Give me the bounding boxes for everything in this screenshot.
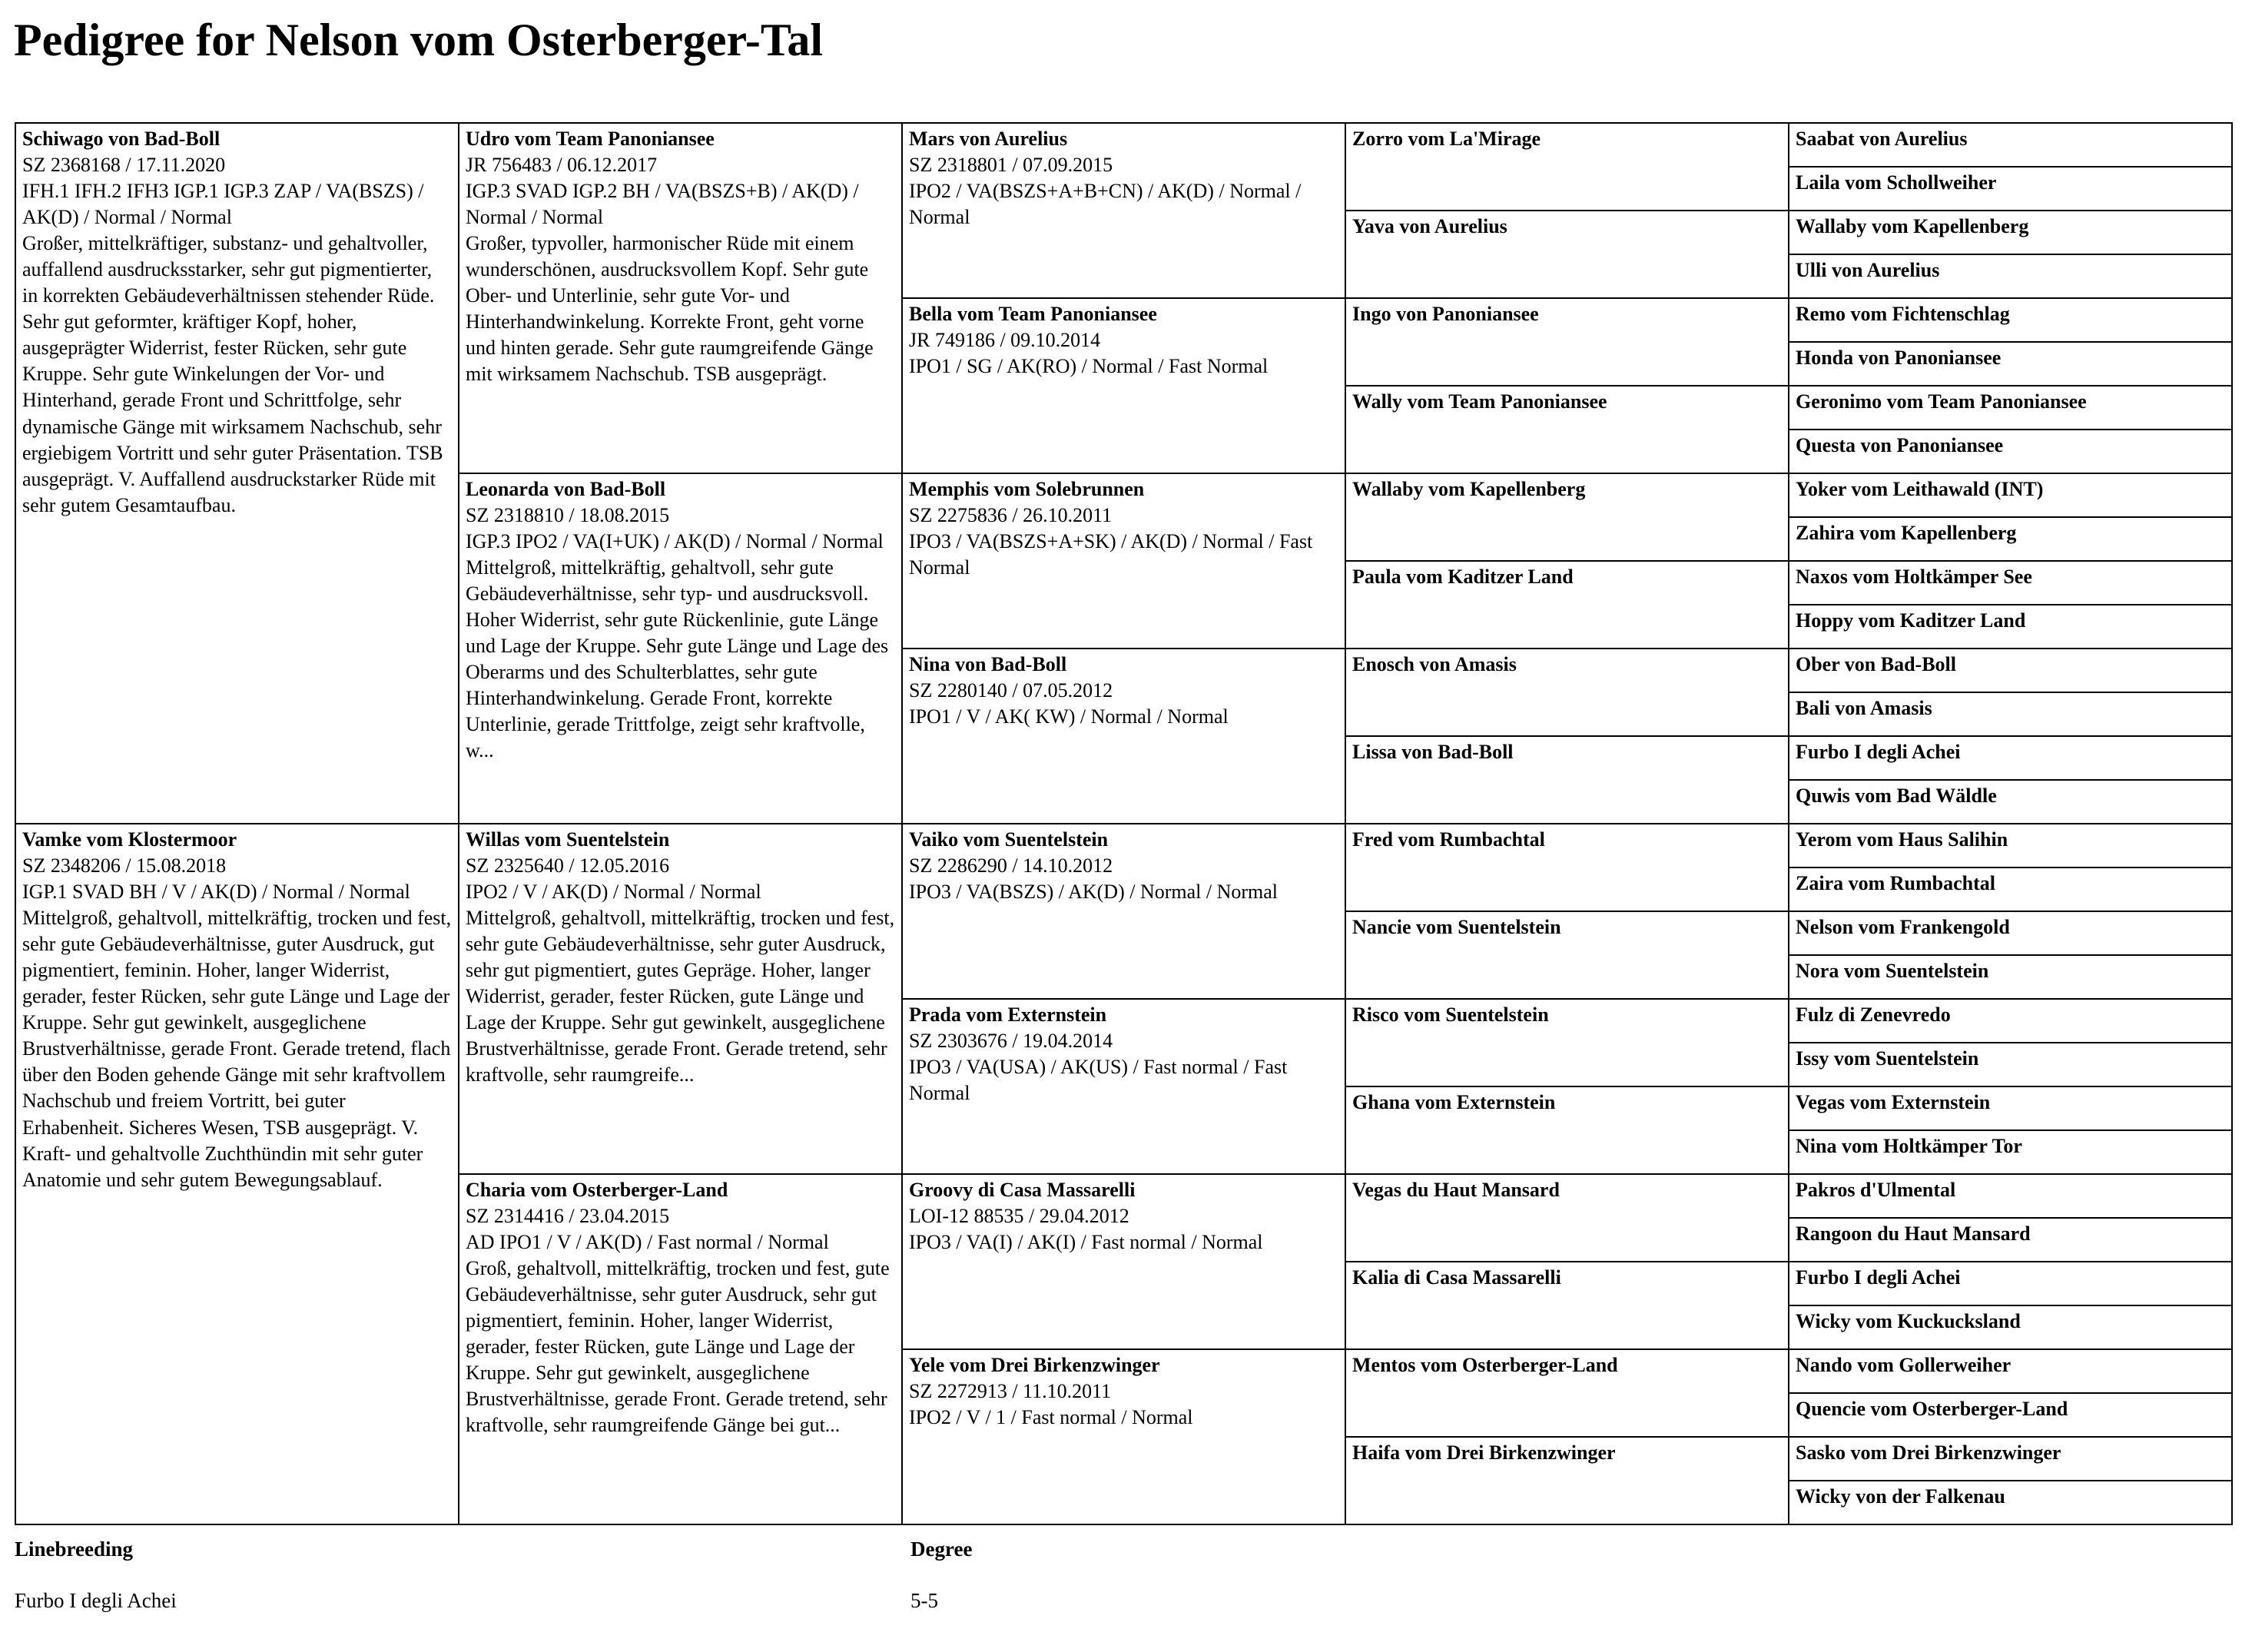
pedigree-table [15,122,2233,1525]
dog-description: Mittelgroß, gehaltvoll, mittelkräftig, trocken und fest, sehr gute Gebäudeverhältnisse, guter Ausdruck, gut pigmentiert, feminin. Hoher, langer Widerrist, gerader, fester Rücken, sehr gute Länge und Lage der Kruppe. Sehr gut gewinkelt, ausgeglichene Brustverhältnisse, gerade Front. Gerade tretend, flach über den Boden gehende Gänge mit sehr kraftvollem Nachschub und freiem Vortritt, bei guter Erhabenheit. Sicheres Wesen, TSB ausgeprägt. V. Kraft- und gehaltvolle Zuchthündin mit sehr guter Anatomie und sehr gutem Bewegungsablauf. [22,907,452,1191]
dog-description: Mittelgroß, gehaltvoll, mittelkräftig, trocken und fest, sehr gute Gebäudeverhältnisse, sehr guter Ausdruck, sehr gut pigmentiert, gutes Gepräge. Hoher, langer Widerrist, gerader, fester Rücken, gute Länge und Lage der Kruppe. Sehr gut gewinkelt, ausgeglichene Brustverhältnisse, gerade Front. Gerade tretend, sehr kraftvolle, sehr raumgreife... [466,907,895,1086]
dog-name: Udro vom Team Panoniansee [466,128,715,150]
dog-name: Willas vom Suentelstein [466,828,670,851]
cell-gen5-30: Quencie vom Osterberger-Land [1789,1393,2232,1437]
cell-gen5-20: Nora vom Suentelstein [1789,955,2232,999]
dog-registration: JR 749186 / 09.10.2014 [909,329,1101,352]
dog-name: Schiwago von Bad-Boll [22,128,221,150]
cell-gen4-9: Fred vom Rumbachtal [1345,824,1789,911]
cell-gen4-4: Wally vom Team Panoniansee [1345,386,1789,473]
linebreeding-entry [15,1589,2242,1613]
cell-gen5-31: Sasko vom Drei Birkenzwinger [1789,1437,2232,1481]
cell-gen3-6 [902,999,1345,1174]
cell-gen5-25: Pakros d'Ulmental [1789,1174,2232,1218]
dog-registration: JR 756483 / 06.12.2017 [466,154,658,177]
cell-dam-dam [459,1174,902,1524]
cell-gen5-22: Issy vom Suentelstein [1789,1043,2232,1086]
dog-titles: IPO2 / V / 1 / Fast normal / Normal [909,1406,1193,1429]
cell-gen5-23: Vegas vom Externstein [1789,1086,2232,1130]
dog-titles: AD IPO1 / V / AK(D) / Fast normal / Normal [466,1231,829,1254]
cell-gen5-2: Laila vom Schollweiher [1789,167,2232,211]
cell-gen5-17: Yerom vom Haus Salihin [1789,824,2232,867]
cell-gen3-5 [902,824,1345,999]
cell-gen4-2: Yava von Aurelius [1345,211,1789,298]
cell-gen4-8: Lissa von Bad-Boll [1345,736,1789,824]
cell-gen4-13: Vegas du Haut Mansard [1345,1174,1789,1262]
pedigree-row [15,824,2232,867]
dog-titles: IGP.1 SVAD BH / V / AK(D) / Normal / Normal [22,881,410,904]
cell-gen5-3: Wallaby vom Kapellenberg [1789,211,2232,254]
cell-gen5-18: Zaira vom Rumbachtal [1789,867,2232,911]
cell-gen3-8 [902,1349,1345,1524]
cell-gen4-10: Nancie vom Suentelstein [1345,911,1789,999]
dog-titles: IPO3 / VA(USA) / AK(US) / Fast normal / Fast Normal [909,1056,1288,1105]
cell-gen4-14: Kalia di Casa Massarelli [1345,1262,1789,1349]
cell-gen5-14: Bali von Amasis [1789,692,2232,736]
dog-name: Charia vom Osterberger-Land [466,1179,728,1201]
pedigree-row [15,123,2232,167]
dog-name: Nina von Bad-Boll [909,653,1067,675]
dog-titles: IPO3 / VA(BSZS+A+SK) / AK(D) / Normal / Fast Normal [909,530,1313,579]
cell-sire [15,123,459,824]
cell-gen5-24: Nina vom Holtkämper Tor [1789,1130,2232,1174]
dog-titles: IPO2 / VA(BSZS+A+B+CN) / AK(D) / Normal / Normal [909,180,1302,229]
cell-gen5-12: Hoppy vom Kaditzer Land [1789,605,2232,649]
linebreeding-dog-name: Furbo I degli Achei [15,1589,177,1612]
cell-gen5-13: Ober von Bad-Boll [1789,649,2232,692]
cell-gen4-16: Haifa vom Drei Birkenzwinger [1345,1437,1789,1524]
dog-name: Bella vom Team Panoniansee [909,303,1157,325]
dog-registration: SZ 2318810 / 18.08.2015 [466,504,670,527]
cell-dam-sire [459,824,902,1174]
dog-name: Memphis vom Solebrunnen [909,478,1145,500]
dog-registration: SZ 2275836 / 26.10.2011 [909,504,1113,527]
dog-titles: IPO1 / V / AK( KW) / Normal / Normal [909,705,1229,728]
dog-registration: SZ 2314416 / 23.04.2015 [466,1205,670,1228]
cell-gen4-6: Paula vom Kaditzer Land [1345,561,1789,649]
dog-registration: LOI-12 88535 / 29.04.2012 [909,1205,1129,1228]
cell-gen5-16: Quwis vom Bad Wäldle [1789,780,2232,824]
cell-dam [15,824,459,1524]
dog-titles: IFH.1 IFH.2 IFH3 IGP.1 IGP.3 ZAP / VA(BSZS) / AK(D) / Normal / Normal [22,180,424,229]
dog-registration: SZ 2348206 / 15.08.2018 [22,854,227,877]
dog-name: Vaiko vom Suentelstein [909,828,1109,851]
cell-gen4-7: Enosch von Amasis [1345,649,1789,736]
cell-gen5-32: Wicky von der Falkenau [1789,1481,2232,1524]
cell-gen4-11: Risco vom Suentelstein [1345,999,1789,1086]
cell-sire-dam [459,473,902,824]
cell-gen5-9: Yoker vom Leithawald (INT) [1789,473,2232,517]
cell-gen4-15: Mentos vom Osterberger-Land [1345,1349,1789,1437]
cell-gen5-19: Nelson vom Frankengold [1789,911,2232,955]
dog-titles: IPO3 / VA(I) / AK(I) / Fast normal / Normal [909,1231,1263,1254]
page-title: Pedigree for Nelson vom Osterberger-Tal [14,15,824,65]
dog-titles: IPO2 / V / AK(D) / Normal / Normal [466,881,761,904]
dog-name: Groovy di Casa Massarelli [909,1179,1136,1201]
dog-registration: SZ 2325640 / 12.05.2016 [466,854,670,877]
linebreeding-header-row [15,1538,2242,1561]
cell-gen4-3: Ingo von Panoniansee [1345,298,1789,386]
linebreeding-section [15,1538,2242,1613]
cell-gen5-29: Nando vom Gollerweiher [1789,1349,2232,1393]
dog-registration: SZ 2286290 / 14.10.2012 [909,854,1113,877]
dog-registration: SZ 2318801 / 07.09.2015 [909,154,1113,177]
dog-name: Yele vom Drei Birkenzwinger [909,1354,1160,1376]
cell-gen5-21: Fulz di Zenevredo [1789,999,2232,1043]
cell-gen4-5: Wallaby vom Kapellenberg [1345,473,1789,561]
dog-name: Prada vom Externstein [909,1003,1107,1026]
cell-gen3-2 [902,298,1345,473]
dog-titles: IPO3 / VA(BSZS) / AK(D) / Normal / Normal [909,881,1279,904]
cell-gen4-12: Ghana vom Externstein [1345,1086,1789,1174]
dog-registration: SZ 2303676 / 19.04.2014 [909,1030,1113,1053]
cell-gen3-1 [902,123,1345,298]
dog-description: Großer, mittelkräftiger, substanz- und gehaltvoller, auffallend ausdrucksstarker, sehr gut pigmentierter, in korrekten Gebäudeverhältnissen stehender Rüde. Sehr gut geformter, kräftiger Kopf, hoher, ausgeprägter Widerrist, fester Rücken, sehr gute Kruppe. Sehr gute Winkelungen der Vor- und Hinterhand, gerade Front und Schrittfolge, sehr dynamische Gänge mit wirksamem Nachschub, sehr ergiebigem Vortritt und sehr guter Präsentation. TSB ausgeprägt. V. Auffallend ausdruckstarker Rüde mit sehr gutem Gesamtaufbau. [22,232,443,516]
dog-titles: IGP.3 SVAD IGP.2 BH / VA(BSZS+B) / AK(D) / Normal / Normal [466,180,859,229]
dog-name: Mars von Aurelius [909,128,1068,150]
dog-description: Großer, typvoller, harmonischer Rüde mit einem wunderschönen, ausdrucksvollem Kopf. Sehr gute Ober- und Unterlinie, sehr gute Vor- und Hinterhandwinkelung. Korrekte Front, geht vorne und hinten gerade. Sehr gute raumgreifende Gänge mit wirksamem Nachschub. TSB ausgeprägt. [466,232,874,386]
dog-titles: IPO1 / SG / AK(RO) / Normal / Fast Normal [909,355,1269,378]
cell-gen5-1: Saabat von Aurelius [1789,123,2232,167]
linebreeding-degree: 5-5 [910,1589,938,1612]
cell-gen5-10: Zahira vom Kapellenberg [1789,517,2232,561]
cell-gen5-27: Furbo I degli Achei [1789,1262,2232,1305]
cell-gen5-28: Wicky vom Kuckucksland [1789,1305,2232,1349]
cell-gen5-5: Remo vom Fichtenschlag [1789,298,2232,342]
dog-registration: SZ 2368168 / 17.11.2020 [22,154,226,177]
cell-gen5-11: Naxos vom Holtkämper See [1789,561,2232,605]
dog-description: Mittelgroß, mittelkräftig, gehaltvoll, sehr gute Gebäudeverhältnisse, sehr typ- und ausdrucksvoll. Hoher Widerrist, sehr gute Rückenlinie, gute Länge und Lage der Kruppe. Sehr gute Länge und Lage des Oberarms und des Schulterblattes, sehr gute Hinterhandwinkelung. Gerade Front, korrekte Unterlinie, gerade Trittfolge, zeigt sehr kraftvolle, w... [466,556,889,762]
cell-sire-sire [459,123,902,473]
dog-registration: SZ 2280140 / 07.05.2012 [909,679,1113,702]
cell-gen3-4 [902,649,1345,824]
dog-registration: SZ 2272913 / 11.10.2011 [909,1380,1112,1403]
linebreeding-heading: Linebreeding [15,1538,134,1561]
cell-gen5-8: Questa von Panoniansee [1789,430,2232,473]
dog-name: Leonarda von Bad-Boll [466,478,666,500]
cell-gen3-3 [902,473,1345,649]
dog-name: Vamke vom Klostermoor [22,828,237,851]
cell-gen5-4: Ulli von Aurelius [1789,254,2232,298]
cell-gen5-15: Furbo I degli Achei [1789,736,2232,780]
cell-gen3-7 [902,1174,1345,1349]
cell-gen4-1: Zorro vom La'Mirage [1345,123,1789,211]
cell-gen5-7: Geronimo vom Team Panoniansee [1789,386,2232,430]
cell-gen5-26: Rangoon du Haut Mansard [1789,1218,2232,1262]
dog-titles: IGP.3 IPO2 / VA(I+UK) / AK(D) / Normal / Normal [466,530,884,553]
degree-heading: Degree [910,1538,973,1561]
dog-description: Groß, gehaltvoll, mittelkräftig, trocken und fest, gute Gebäudeverhältnisse, sehr guter Ausdruck, sehr gut pigmentiert, feminin. Hoher, langer Widerrist, gerader, fester Rücken, gute Länge und Lage der Kruppe. Sehr gut gewinkelt, ausgeglichene Brustverhältnisse, gerade Front. Gerade tretend, sehr kraftvolle, sehr raumgreifende Gänge bei gut... [466,1257,890,1437]
cell-gen5-6: Honda von Panoniansee [1789,342,2232,386]
